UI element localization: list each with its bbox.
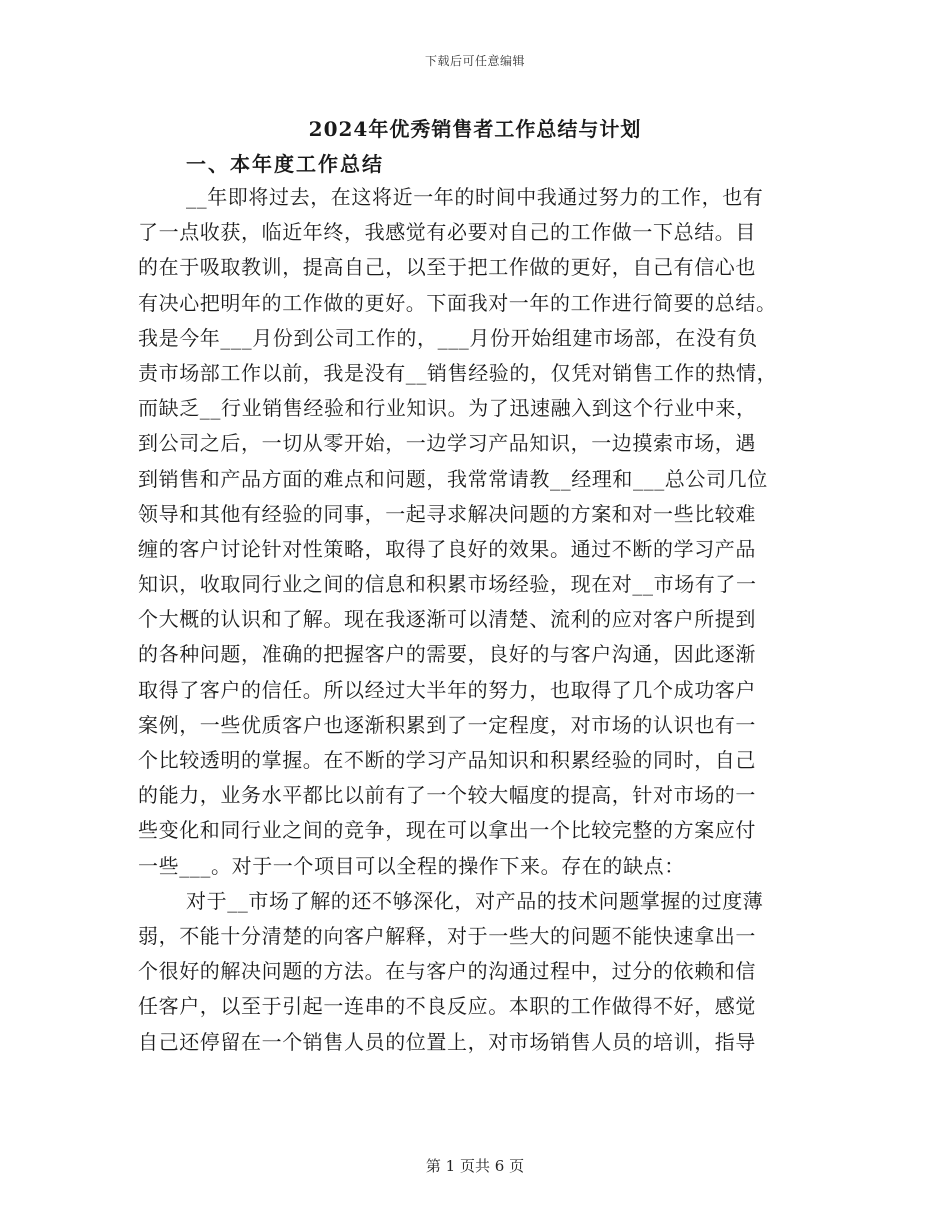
text-line: __年即将过去，在这将近一年的时间中我通过努力的工作，也有 bbox=[186, 185, 764, 209]
text-line: 对于__市场了解的还不够深化，对产品的技术问题掌握的过度薄 bbox=[186, 888, 764, 913]
text-line: 弱，不能十分清楚的向客户解释，对于一些大的问题不能快速拿出一 bbox=[138, 923, 756, 948]
text-line: 案例，一些优质客户也逐渐积累到了一定程度，对市场的认识也有一 bbox=[138, 712, 756, 737]
text-line: 任客户，以至于引起一连串的不良反应。本职的工作做得不好，感觉 bbox=[138, 994, 756, 1019]
section-heading: 一、本年度工作总结 bbox=[186, 152, 384, 176]
text-line: 我是今年___月份到公司工作的，___月份开始组建市场部，在没有负 bbox=[138, 325, 758, 350]
text-line: 责市场部工作以前，我是没有__销售经验的，仅凭对销售工作的热情， bbox=[138, 360, 778, 385]
text-line: 知识，收取同行业之间的信息和积累市场经验，现在对__市场有了一 bbox=[138, 572, 757, 597]
text-line: 了一点收获，临近年终，我感觉有必要对自己的工作做一下总结。目 bbox=[138, 220, 756, 245]
page-number: 第 1 页共 6 页 bbox=[425, 1157, 525, 1175]
text-line: 个比较透明的掌握。在不断的学习产品知识和积累经验的同时，自己 bbox=[138, 748, 756, 772]
text-line: 自己还停留在一个销售人员的位置上，对市场销售人员的培训，指导 bbox=[138, 1029, 756, 1054]
text-line: 而缺乏__行业销售经验和行业知识。为了迅速融入到这个行业中来， bbox=[138, 396, 757, 421]
document-body bbox=[138, 180, 808, 1060]
text-line: 领导和其他有经验的同事，一起寻求解决问题的方案和对一些比较难 bbox=[138, 501, 756, 526]
text-line: 一些___。对于一个项目可以全程的操作下来。存在的缺点： bbox=[138, 853, 685, 878]
text-line: 的在于吸取教训，提高自己，以至于把工作做的更好，自己有信心也 bbox=[138, 255, 756, 280]
text-line: 的能力，业务水平都比以前有了一个较大幅度的提高，针对市场的一 bbox=[138, 783, 756, 808]
text-line: 个大概的认识和了解。现在我逐渐可以清楚、流利的应对客户所提到 bbox=[138, 607, 756, 632]
text-line: 到公司之后，一切从零开始，一边学习产品知识，一边摸索市场，遇 bbox=[138, 431, 756, 456]
text-line: 个很好的解决问题的方法。在与客户的沟通过程中，过分的依赖和信 bbox=[138, 959, 756, 984]
text-line: 缠的客户讨论针对性策略，取得了良好的效果。通过不断的学习产品 bbox=[138, 536, 756, 561]
download-note: 下载后可任意编辑 bbox=[424, 54, 525, 68]
text-line: 的各种问题，准确的把握客户的需要，良好的与客户沟通，因此逐渐 bbox=[138, 642, 756, 667]
document-title: 2024年优秀销售者工作总结与计划 bbox=[308, 117, 642, 141]
text-line: 到销售和产品方面的难点和问题，我常常请教__经理和___总公司几位 bbox=[138, 466, 768, 491]
text-line: 些变化和同行业之间的竞争，现在可以拿出一个比较完整的方案应付 bbox=[138, 818, 756, 843]
text-line: 取得了客户的信任。所以经过大半年的努力，也取得了几个成功客户 bbox=[138, 677, 756, 702]
text-line: 有决心把明年的工作做的更好。下面我对一年的工作进行简要的总结。 bbox=[138, 290, 777, 315]
